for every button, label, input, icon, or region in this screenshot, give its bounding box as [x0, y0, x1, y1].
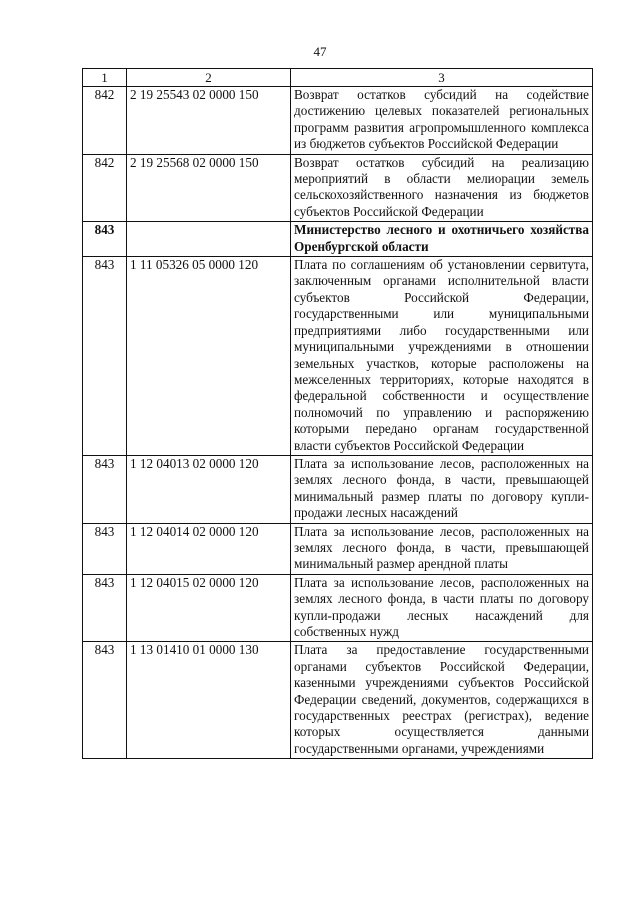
admin-code-cell: 843 — [83, 455, 127, 523]
budget-codes-table — [82, 68, 593, 759]
admin-code-cell: 843 — [83, 642, 127, 759]
admin-code-cell: 843 — [83, 574, 127, 642]
table-row — [83, 455, 593, 523]
header-row — [83, 69, 593, 87]
revenue-name-cell: Плата за использование лесов, расположенных на землях лесного фонда, в части, превышающей минимальный размер платы по договору купли-продажи лесных насаждений — [291, 455, 593, 523]
table-row — [83, 574, 593, 642]
admin-code-cell: 842 — [83, 87, 127, 155]
table-row — [83, 523, 593, 574]
admin-code-cell: 843 — [83, 257, 127, 456]
kbk-code-cell — [127, 222, 291, 257]
table-row — [83, 87, 593, 155]
admin-code-cell: 842 — [83, 154, 127, 222]
kbk-code-cell: 1 12 04014 02 0000 120 — [127, 523, 291, 574]
kbk-code-cell: 2 19 25568 02 0000 150 — [127, 154, 291, 222]
ministry-name-cell: Министерство лесного и охотничьего хозяйства Оренбургской области — [291, 222, 593, 257]
kbk-code-cell: 2 19 25543 02 0000 150 — [127, 87, 291, 155]
column-header-admin: 1 — [83, 69, 127, 87]
kbk-code-cell: 1 12 04015 02 0000 120 — [127, 574, 291, 642]
revenue-name-cell: Плата по соглашениям об установлении сервитута, заключенным органами исполнительной власти субъектов Российской Федерации, государственными или муниципальными предприятиями либо государственными или муниципальными учреждениями в отношении земельных участков, которые расположены на межселенных территориях, которые находятся в федеральной собственности и осуществление полномочий по управлению и распоряжению которыми передано органам государственной власти субъектов Российской Федерации — [291, 257, 593, 456]
ministry-heading-row — [83, 222, 593, 257]
revenue-name-cell: Плата за использование лесов, расположенных на землях лесного фонда, в части, превышающей минимальный размер арендной платы — [291, 523, 593, 574]
column-header-name: 3 — [291, 69, 593, 87]
kbk-code-cell: 1 12 04013 02 0000 120 — [127, 455, 291, 523]
revenue-name-cell: Возврат остатков субсидий на реализацию мероприятий в области мелиорации земель сельскохозяйственного назначения из бюджетов субъектов Российской Федерации — [291, 154, 593, 222]
kbk-code-cell: 1 11 05326 05 0000 120 — [127, 257, 291, 456]
table-row — [83, 154, 593, 222]
revenue-name-cell: Возврат остатков субсидий на содействие достижению целевых показателей региональных программ развития агропромышленного комплекса из бюджетов субъектов Российской Федерации — [291, 87, 593, 155]
revenue-name-cell: Плата за использование лесов, расположенных на землях лесного фонда, в части платы по договору купли-продажи лесных насаждений для собственных нужд — [291, 574, 593, 642]
kbk-code-cell: 1 13 01410 01 0000 130 — [127, 642, 291, 759]
column-header-kbk: 2 — [127, 69, 291, 87]
admin-code-cell: 843 — [83, 222, 127, 257]
table-row — [83, 642, 593, 759]
revenue-name-cell: Плата за предоставление государственными органами субъектов Российской Федерации, казенными учреждениями субъектов Российской Федерации сведений, документов, содержащихся в государственных реестрах (регистрах), ведение которых осуществляется данными государственными органами, учреждениями — [291, 642, 593, 759]
admin-code-cell: 843 — [83, 523, 127, 574]
page-number: 47 — [313, 44, 327, 59]
table-row — [83, 257, 593, 456]
